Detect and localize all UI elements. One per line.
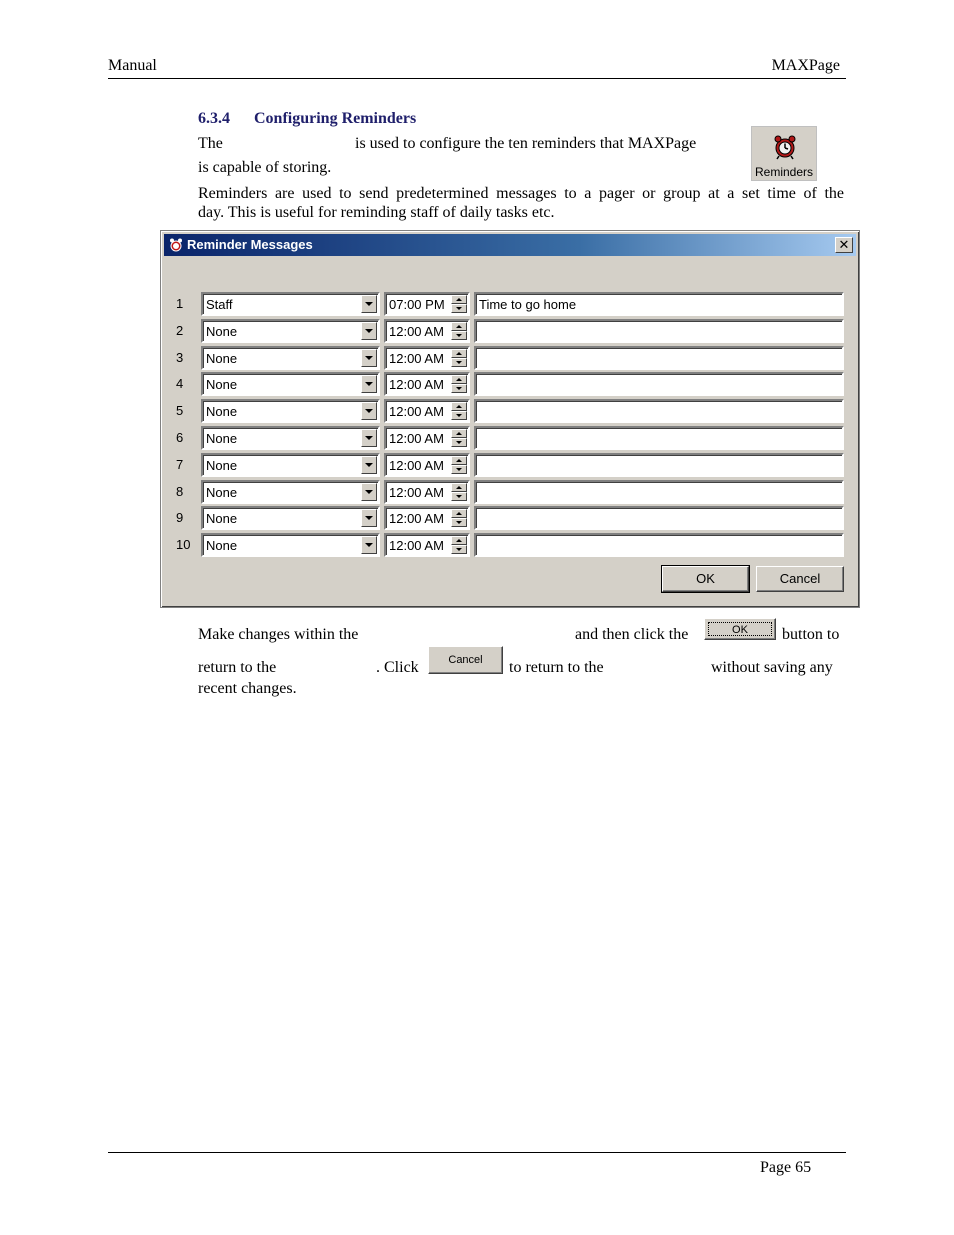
message-input[interactable] [474, 372, 844, 396]
time-value: 12:00 AM [389, 511, 444, 526]
time-picker[interactable] [384, 346, 470, 370]
time-spinner[interactable] [451, 429, 467, 447]
group-value: None [206, 377, 238, 392]
intro-line1-start: The [198, 135, 223, 152]
message-input[interactable] [474, 292, 844, 316]
spin-up-icon[interactable] [451, 295, 467, 304]
time-picker[interactable] [384, 480, 470, 504]
chevron-down-icon[interactable] [361, 509, 377, 527]
after-line1-mid: and then click the [575, 626, 689, 643]
group-combo[interactable] [201, 506, 380, 530]
spin-up-icon[interactable] [451, 349, 467, 358]
footer-rule [108, 1152, 846, 1153]
message-input[interactable] [474, 453, 844, 477]
message-input[interactable] [474, 319, 844, 343]
time-value: 12:00 AM [389, 431, 444, 446]
after-line1-end: button to [782, 626, 840, 643]
inline-ok-button [704, 618, 776, 640]
inline-ok-label: OK [708, 622, 772, 636]
reminder-row [161, 426, 861, 450]
close-icon: ✕ [838, 237, 850, 252]
time-value: 12:00 AM [389, 404, 444, 419]
time-picker[interactable] [384, 506, 470, 530]
spin-up-icon[interactable] [451, 402, 467, 411]
time-spinner[interactable] [451, 509, 467, 527]
group-combo[interactable] [201, 480, 380, 504]
time-spinner[interactable] [451, 375, 467, 393]
row-number: 9 [176, 510, 184, 525]
time-value: 12:00 AM [389, 377, 444, 392]
group-value: None [206, 431, 238, 446]
spin-down-icon[interactable] [451, 411, 467, 420]
group-value: None [206, 538, 238, 553]
message-value: Time to go home [479, 297, 577, 312]
time-spinner[interactable] [451, 295, 467, 313]
alarm-clock-icon [168, 237, 184, 253]
spin-up-icon[interactable] [451, 429, 467, 438]
time-value: 12:00 AM [389, 485, 444, 500]
chevron-down-icon[interactable] [361, 536, 377, 554]
spin-down-icon[interactable] [451, 545, 467, 554]
chevron-down-icon[interactable] [361, 322, 377, 340]
reminder-row [161, 480, 861, 504]
section-number: 6.3.4 [198, 110, 230, 127]
section-title-text: Configuring Reminders [254, 110, 417, 127]
group-value: None [206, 404, 238, 419]
close-button[interactable] [835, 237, 853, 253]
reminder-row [161, 453, 861, 477]
section-title [198, 110, 416, 128]
chevron-down-icon[interactable] [361, 295, 377, 313]
row-number: 1 [176, 296, 184, 311]
cancel-button[interactable]: Cancel [756, 566, 844, 592]
group-value: None [206, 458, 238, 473]
group-combo[interactable] [201, 453, 380, 477]
time-value: 12:00 AM [389, 458, 444, 473]
intro-line2: is capable of storing. [198, 159, 332, 176]
row-number: 8 [176, 484, 184, 499]
time-picker[interactable] [384, 319, 470, 343]
group-combo[interactable] [201, 319, 380, 343]
alarm-clock-icon [771, 133, 799, 161]
intro-line1-end: is used to configure the ten reminders that MAXPage [355, 135, 697, 152]
page-number: Page 65 [760, 1159, 812, 1176]
dialog-title: Reminder Messages [187, 237, 313, 252]
header-rule [108, 78, 846, 79]
time-value: 12:00 AM [389, 351, 444, 366]
spin-down-icon[interactable] [451, 358, 467, 367]
group-combo[interactable] [201, 292, 380, 316]
spin-up-icon[interactable] [451, 509, 467, 518]
spin-up-icon[interactable] [451, 456, 467, 465]
spin-down-icon[interactable] [451, 438, 467, 447]
message-input[interactable] [474, 480, 844, 504]
after-line2-mid: to return to the [509, 659, 604, 676]
group-value: None [206, 511, 238, 526]
after-line2-start: return to the [198, 659, 277, 676]
time-spinner[interactable] [451, 349, 467, 367]
message-input[interactable] [474, 506, 844, 530]
spin-down-icon[interactable] [451, 331, 467, 340]
row-number: 2 [176, 323, 184, 338]
spin-up-icon[interactable] [451, 375, 467, 384]
ok-button[interactable]: OK [662, 566, 749, 592]
time-spinner[interactable] [451, 402, 467, 420]
group-combo[interactable] [201, 426, 380, 450]
chevron-down-icon[interactable] [361, 483, 377, 501]
time-spinner[interactable] [451, 322, 467, 340]
spin-up-icon[interactable] [451, 483, 467, 492]
after-line2-click: . Click [376, 659, 419, 676]
reminder-row [161, 372, 861, 396]
time-spinner[interactable] [451, 483, 467, 501]
group-combo[interactable] [201, 399, 380, 423]
time-value: 12:00 AM [389, 538, 444, 553]
time-value: 07:00 PM [389, 297, 445, 312]
group-value: None [206, 485, 238, 500]
group-combo[interactable] [201, 533, 380, 557]
after-line2-end: without saving any [711, 659, 833, 676]
spin-down-icon[interactable] [451, 518, 467, 527]
chevron-down-icon[interactable] [361, 375, 377, 393]
row-number: 3 [176, 350, 184, 365]
group-value: Staff [206, 297, 233, 312]
row-number: 10 [176, 537, 191, 552]
row-number: 7 [176, 457, 184, 472]
reminder-messages-dialog [160, 230, 860, 608]
time-picker[interactable] [384, 372, 470, 396]
reminder-row [161, 506, 861, 530]
time-picker[interactable] [384, 399, 470, 423]
group-combo[interactable] [201, 372, 380, 396]
after-line1-start: Make changes within the [198, 626, 359, 643]
spin-down-icon[interactable] [451, 304, 467, 313]
time-picker[interactable] [384, 292, 470, 316]
chevron-down-icon[interactable] [361, 456, 377, 474]
time-spinner[interactable] [451, 456, 467, 474]
time-spinner[interactable] [451, 536, 467, 554]
reminder-row [161, 533, 861, 557]
message-input[interactable] [474, 399, 844, 423]
inline-cancel-button: Cancel [428, 646, 503, 674]
spin-up-icon[interactable] [451, 536, 467, 545]
reminder-row [161, 399, 861, 423]
group-value: None [206, 324, 238, 339]
message-input[interactable] [474, 533, 844, 557]
row-number: 4 [176, 376, 184, 391]
time-picker[interactable] [384, 426, 470, 450]
spin-up-icon[interactable] [451, 322, 467, 331]
row-number: 6 [176, 430, 184, 445]
message-input[interactable] [474, 426, 844, 450]
reminders-icon-label: Reminders [754, 165, 814, 179]
time-picker[interactable] [384, 533, 470, 557]
spin-down-icon[interactable] [451, 384, 467, 393]
header-left: Manual [108, 57, 157, 74]
spin-down-icon[interactable] [451, 465, 467, 474]
group-value: None [206, 351, 238, 366]
time-value: 12:00 AM [389, 324, 444, 339]
header-right: MAXPage [771, 57, 840, 74]
message-input[interactable] [474, 346, 844, 370]
reminder-row [161, 346, 861, 370]
time-picker[interactable] [384, 453, 470, 477]
chevron-down-icon[interactable] [361, 402, 377, 420]
group-combo[interactable] [201, 346, 380, 370]
row-number: 5 [176, 403, 184, 418]
after-line3: recent changes. [198, 680, 297, 697]
chevron-down-icon[interactable] [361, 349, 377, 367]
reminder-row [161, 292, 861, 316]
para2-line2: day. This is useful for reminding staff of daily tasks etc. [198, 204, 555, 221]
reminder-row [161, 319, 861, 343]
chevron-down-icon[interactable] [361, 429, 377, 447]
reminders-icon-button [751, 126, 817, 181]
dialog-titlebar[interactable] [164, 234, 856, 256]
para2-line1: Reminders are used to send predetermined messages to a pager or group at a set time of the [198, 185, 844, 202]
spin-down-icon[interactable] [451, 492, 467, 501]
